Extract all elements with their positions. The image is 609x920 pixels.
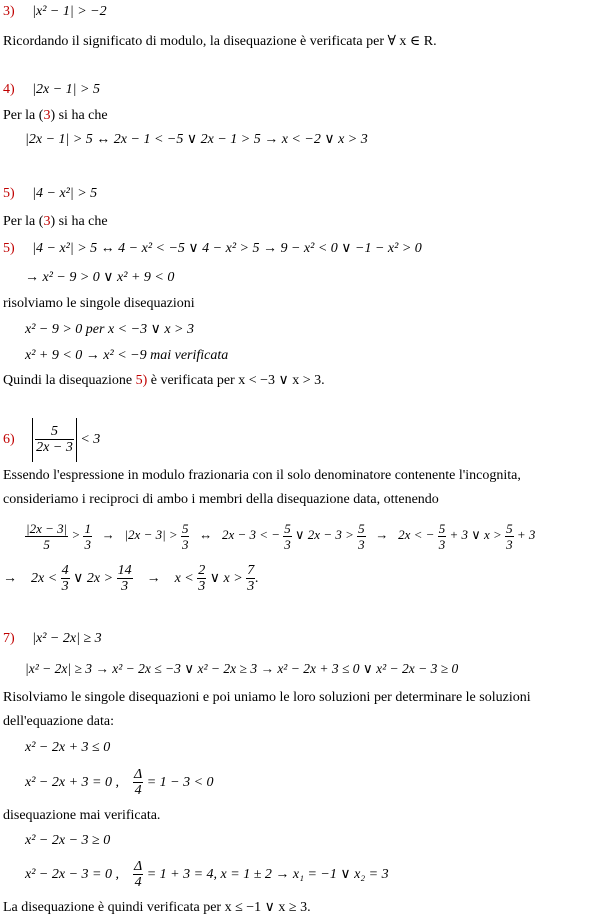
- math-expression: x <: [174, 571, 194, 586]
- denominator: 3: [181, 536, 189, 552]
- paragraph: Risolviamo le singole disequazioni e poi uniamo le loro soluzioni per determinare le soluzioni: [3, 690, 531, 705]
- math-expression: x² − 2x + 3 = 0 ,: [25, 775, 119, 790]
- item-5-heading: [3, 186, 97, 202]
- text: è verificata per x < −3 ∨ x > 3.: [147, 373, 325, 388]
- numerator: Δ: [133, 767, 143, 783]
- denominator: 3: [438, 536, 446, 552]
- operator: >: [71, 527, 81, 542]
- math-line: |2x − 1| > 5 ↔ 2x − 1 < −5 ∨ 2x − 1 > 5 → x < −2 ∨ x > 3: [25, 132, 368, 147]
- inequality: |x² − 1| > −2: [32, 4, 107, 19]
- item-number: 6): [3, 432, 15, 448]
- paragraph: [3, 373, 325, 389]
- fraction: [133, 767, 143, 798]
- math-line: → x² − 9 > 0 ∨ x² + 9 < 0: [25, 270, 175, 285]
- math-line: x² − 2x − 3 ≥ 0: [25, 833, 111, 848]
- item-number: 3): [3, 4, 15, 19]
- paragraph: consideriamo i reciproci di ambo i membri della disequazione data, ottenendo: [3, 492, 439, 507]
- text: ) si ha che: [50, 108, 108, 123]
- reference: 5): [135, 373, 148, 388]
- math-line: x² − 2x + 3 ≤ 0: [25, 740, 111, 755]
- math-expression: 2x <: [31, 571, 58, 586]
- item-6-heading: [3, 418, 100, 462]
- paragraph: disequazione mai verificata.: [3, 808, 161, 823]
- paragraph: [3, 214, 108, 230]
- math-expression: ∨ 2x − 3 >: [295, 527, 354, 542]
- numerator: 5: [181, 520, 189, 536]
- inequality: |4 − x²| > 5: [32, 186, 98, 201]
- denominator: 3: [506, 536, 513, 552]
- math-line: x² + 9 < 0 → x² < −9 mai verificata: [25, 348, 229, 363]
- denominator: 3: [61, 579, 69, 595]
- math-expression: 2x − 3 < −: [221, 527, 281, 542]
- math-line: [25, 858, 389, 892]
- fraction: [61, 563, 70, 594]
- math-expression: |2x − 3| >: [124, 527, 178, 542]
- text: ) si ha che: [50, 214, 108, 229]
- item-7-heading: [3, 631, 102, 647]
- paragraph: Ricordando il significato di modulo, la disequazione è verificata per ∀ x ∈ R.: [3, 34, 437, 49]
- item-number: 5): [3, 186, 15, 201]
- arrow: →: [101, 527, 115, 542]
- numerator: 14: [117, 563, 132, 579]
- inequality: |x² − 2x| ≥ 3: [32, 631, 102, 646]
- item-3-heading: [3, 4, 107, 20]
- denominator: 3: [247, 579, 255, 595]
- fraction: [197, 563, 206, 594]
- fraction: [25, 521, 68, 552]
- math-expression: + 3: [516, 527, 536, 542]
- paragraph: dell'equazione data:: [3, 714, 114, 729]
- denominator: 3: [358, 536, 365, 552]
- denominator: 4: [134, 783, 142, 799]
- math-expression: 2x < −: [398, 527, 435, 542]
- math-line: |x² − 2x| ≥ 3 → x² − 2x ≤ −3 ∨ x² − 2x ≥ 3 → x² − 2x + 3 ≤ 0 ∨ x² − 2x − 3 ≥ 0: [25, 661, 459, 676]
- paragraph: La disequazione è quindi verificata per x ≤ −1 ∨ x ≥ 3.: [3, 900, 311, 915]
- math-expression: = 1 + 3 = 4, x = 1 ± 2 → x₁ = −1 ∨ x₂ = 3: [146, 867, 389, 882]
- absolute-value: [32, 418, 77, 462]
- fraction: [357, 521, 366, 552]
- arrow: →: [3, 571, 17, 586]
- numerator: 5: [358, 520, 365, 536]
- math-expression: ∨ x >: [209, 571, 243, 586]
- numerator: 5: [506, 520, 513, 536]
- arrow: →: [375, 527, 389, 542]
- fraction: [133, 859, 143, 890]
- iff-symbol: ↔: [199, 527, 213, 542]
- math-expression: x² − 2x − 3 = 0 ,: [25, 867, 119, 882]
- math-expression: + 3 ∨ x >: [449, 527, 502, 542]
- math-line: [3, 241, 422, 257]
- inequality: |2x − 1| > 5: [32, 82, 100, 97]
- numerator: Δ: [133, 859, 143, 875]
- numerator: 5: [284, 520, 291, 536]
- math-expression: = 1 − 3 < 0: [146, 775, 214, 790]
- numerator: 4: [61, 563, 69, 579]
- reference: 3: [43, 214, 51, 229]
- arrow: →: [146, 571, 161, 586]
- fraction: [83, 521, 92, 552]
- denominator: 3: [84, 536, 91, 552]
- math-line: [25, 766, 214, 800]
- math-line: x² − 9 > 0 per x < −3 ∨ x > 3: [25, 322, 194, 337]
- numerator: 5: [438, 520, 446, 536]
- paragraph: Essendo l'espressione in modulo frazionaria con il solo denominatore contenente l'incognita,: [3, 468, 521, 483]
- denominator: 3: [198, 579, 206, 595]
- item-4-heading: [3, 82, 100, 98]
- math-line: [25, 516, 535, 554]
- item-number: 5): [3, 241, 15, 256]
- text: Quindi la disequazione: [3, 373, 136, 388]
- fraction: [181, 521, 190, 552]
- math-expression: |4 − x²| > 5 ↔ 4 − x² < −5 ∨ 4 − x² > 5 → 9 − x² < 0 ∨ −1 − x² > 0: [32, 241, 422, 256]
- fraction: [35, 424, 74, 455]
- paragraph: [3, 108, 108, 124]
- denominator: 4: [134, 875, 142, 891]
- text: Per la (: [3, 108, 44, 123]
- numerator: 7: [247, 563, 255, 579]
- numerator: 1: [84, 520, 91, 536]
- math-expression: ∨ 2x >: [73, 571, 114, 586]
- inequality-rhs: < 3: [80, 432, 101, 448]
- denominator: 3: [121, 579, 129, 595]
- denominator: 2x − 3: [36, 440, 73, 456]
- numerator: 2: [198, 563, 206, 579]
- denominator: 3: [284, 536, 291, 552]
- math-line: [3, 560, 259, 598]
- numerator: 5: [35, 424, 74, 440]
- period: .: [255, 571, 259, 586]
- fraction: [283, 521, 292, 552]
- item-number: 7): [3, 631, 15, 646]
- item-number: 4): [3, 82, 15, 97]
- denominator: 5: [43, 536, 50, 552]
- fraction: [246, 563, 255, 594]
- paragraph: risolviamo le singole disequazioni: [3, 296, 195, 311]
- fraction: [117, 563, 133, 594]
- fraction: [438, 521, 447, 552]
- reference: 3: [43, 108, 51, 123]
- numerator: |2x − 3|: [26, 520, 68, 536]
- fraction: [505, 521, 514, 552]
- text: Per la (: [3, 214, 44, 229]
